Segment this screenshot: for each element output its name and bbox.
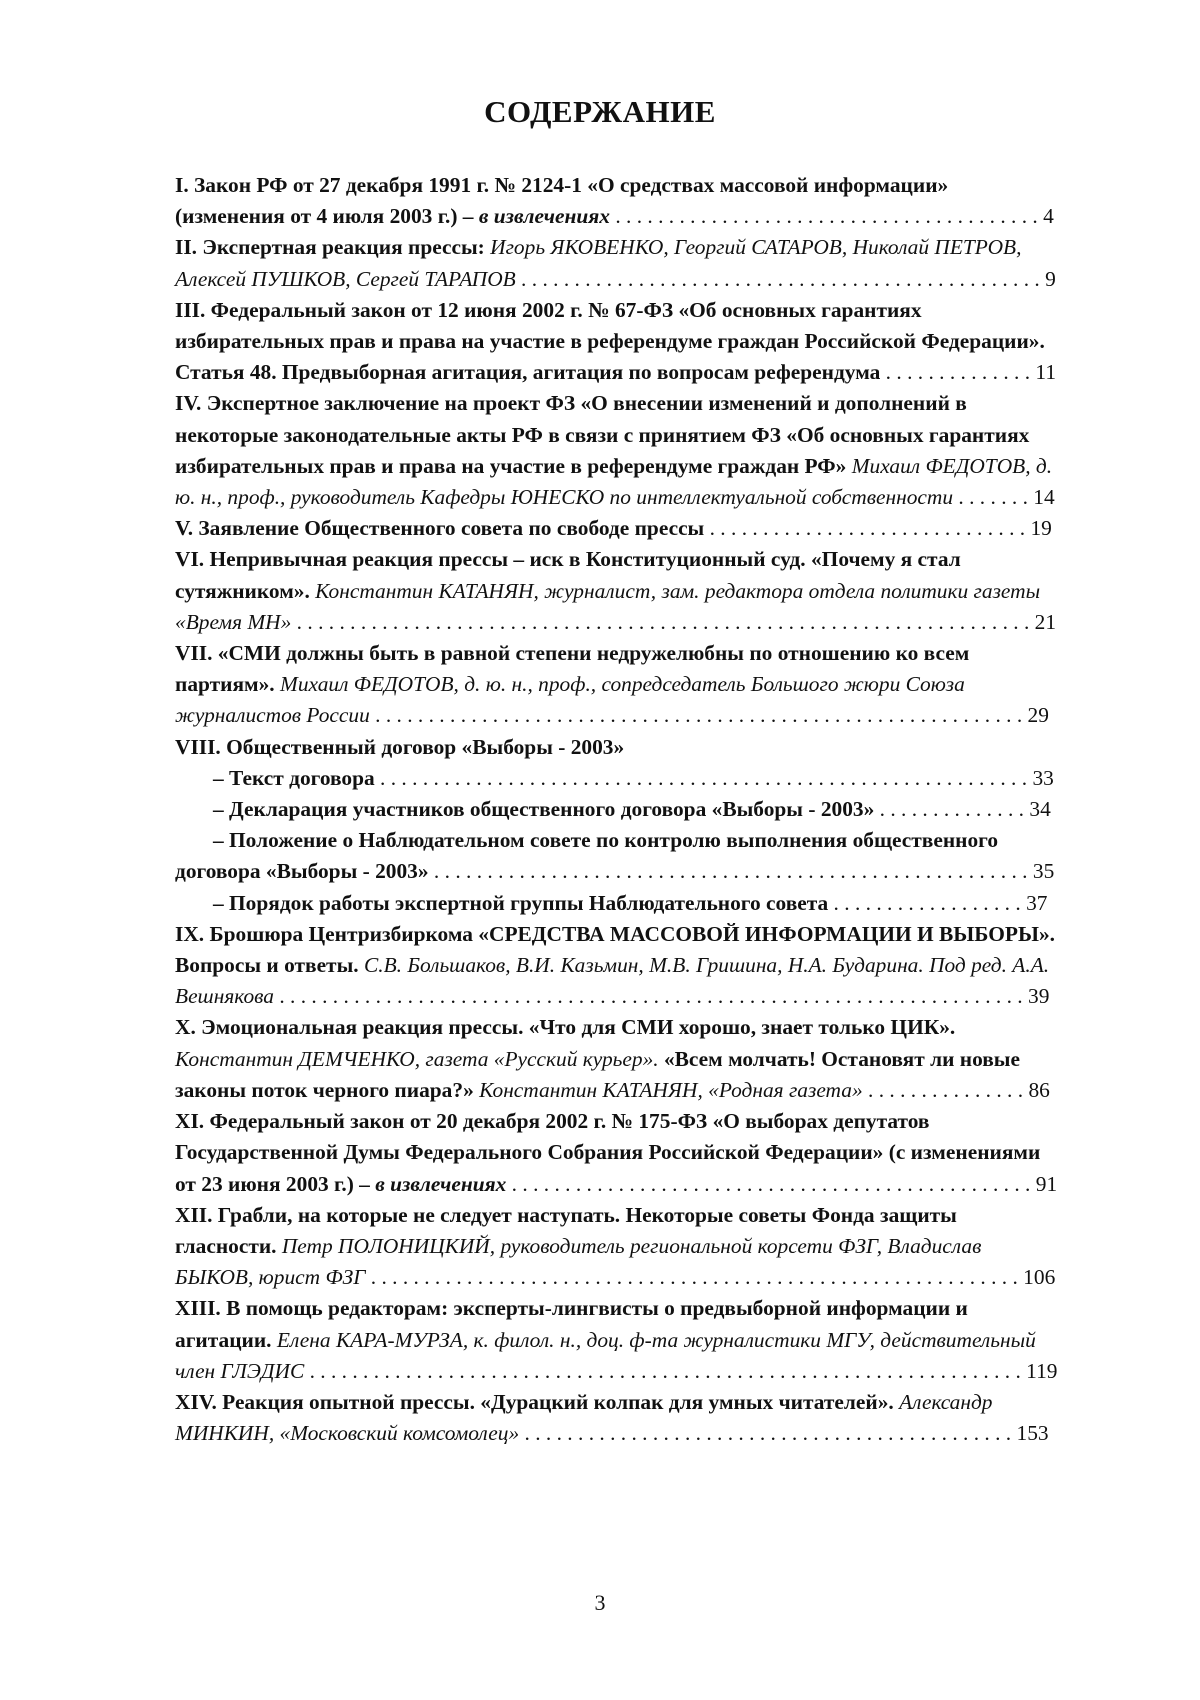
toc-entry [175,295,1058,389]
page-title: СОДЕРЖАНИЕ [484,94,716,129]
toc-leader-dots: . . . . . . . . . . . . . . . . . . . . . . . . . . . . . . . . . . . . . . . . . . . . . . . . . . . . . . . . . . . . . . . . . . . . . [291,609,1035,634]
toc-entry [175,170,1058,232]
toc-entry-page: 29 [1027,703,1049,728]
toc-entry-authors: Михаил ФЕДОТОВ, д. ю. н., проф., сопредседатель Большого жюри Союза журналистов России [175,672,965,728]
toc-entry-authors: Александр МИНКИН, «Московский комсомолец» [175,1389,993,1446]
toc-leader-dots: . . . . . . . . . . . . . . . . . . . . . . . . . . . . . . . . . . . . . . . . . . . . . . . . . [515,266,1046,291]
toc-entry-title: V. Заявление Общественного совета по свободе прессы [175,516,705,541]
toc-entry-authors: Константин ДЕМЧЕНКО, газета «Русский курьер». [175,1046,664,1071]
toc-entry [175,919,1058,1013]
toc-entry-page: 34 [1029,797,1051,822]
toc-leader-dots: . . . . . . . . . . . . . . [874,797,1030,822]
toc-entry-page: 106 [1023,1265,1056,1290]
toc-leader-dots: . . . . . . . . . . . . . . . . . . . . . . . . . . . . . . . . . . . . . . . . . . . . . . . . . . . . . . . . . . . . . . . . . . . . . . [273,984,1029,1009]
toc-entry-authors: Игорь ЯКОВЕНКО, Георгий САТАРОВ, Николай ПЕТРОВ, Алексей ПУШКОВ, Сергей ТАРАПОВ [175,235,1022,291]
toc-subentry [175,763,1058,794]
toc-leader-dots: . . . . . . . . . . . . . . . . . . . . . . . . . . . . . . . . . . . . . . . . . . . . . . . . . . . . . . . . [428,859,1033,884]
toc-entry [175,232,1058,294]
toc-entry-page: 86 [1028,1077,1050,1102]
toc-subentry [175,825,1058,887]
toc-leader-dots: . . . . . . . [953,485,1034,510]
toc-entry-title: I. Закон РФ от 27 декабря 1991 г. № 2124-1 «О средствах массовой информации» (изменения от 4 июля 2003 г.) – [175,173,949,229]
toc-entry-authors: в извлечениях [478,204,610,229]
toc-leader-dots: . . . . . . . . . . . . . . . . . . . . . . . . . . . . . . . . . . . . . . . . . . . . . . . . . . . . . . . . . . . . . [369,703,1028,728]
toc-entry [175,638,1058,732]
toc-entry-authors: Константин КАТАНЯН, журналист, зам. редактора отдела политики газеты «Время МН» [175,578,1041,634]
toc-entry [175,1106,1058,1200]
toc-entry-page: 153 [1016,1421,1049,1446]
toc-entry-title: «Всем молчать! Остановят ли новые законы поток черного пиара?» [175,1046,1020,1102]
table-of-contents [175,170,1058,1449]
toc-entry-authors: С.В. Большаков, В.И. Казьмин, М.В. Гришина, Н.А. Бударина. Под ред. А.А. Вешнякова [175,953,1050,1009]
toc-entry-page: 4 [1043,204,1054,229]
toc-subentry [175,794,1058,825]
toc-leader-dots: . . . . . . . . . . . . . . . . . . . . . . . . . . . . . . . . . . . . . . . . . . . . . . [519,1421,1017,1446]
toc-entry-title: XIV. Реакция опытной прессы. «Дурацкий колпак для умных читателей». [175,1389,900,1414]
toc-entry [175,1293,1058,1387]
toc-entry-page: 37 [1026,890,1048,915]
toc-entry [175,513,1058,544]
toc-entry-page: 21 [1034,609,1057,634]
toc-entry [175,1387,1058,1449]
toc-leader-dots: . . . . . . . . . . . . . . [880,360,1036,385]
toc-entry-page: 35 [1032,859,1055,884]
toc-entry-title: X. Эмоциональная реакция прессы. «Что для СМИ хорошо, знает только ЦИК». [175,1015,956,1040]
toc-entry-title: III. Федеральный закон от 12 июня 2002 г. № 67-ФЗ «Об основных гарантиях избирательных прав и права на участие в референдуме граждан Российской Федерации». Статья 48. Предвыборная агитация, агитация по вопросам референдума [175,297,1045,385]
toc-entry [175,388,1058,513]
toc-entry-authors: в извлечениях [375,1171,507,1196]
toc-entry-page: 91 [1035,1171,1058,1196]
toc-entry-title: – Порядок работы экспертной группы Наблюдательного совета [213,890,829,915]
toc-entry-authors: Михаил ФЕДОТОВ, д. ю. н., проф., руководитель Кафедры ЮНЕСКО по интеллектуальной собственности [175,453,1053,510]
toc-entry-title: VII. «СМИ должны быть в равной степени недружелюбны по отношению ко всем партиям». [175,641,970,697]
toc-leader-dots: . . . . . . . . . . . . . . . . . . . . . . . . . . . . . . . . . . . . . . . . . . . . . . . . . . . . . . . . . . . . . [374,765,1033,790]
toc-entry [175,544,1058,638]
toc-entry-title: – Декларация участников общественного договора «Выборы - 2003» [213,797,875,822]
toc-entry-title: VIII. Общественный договор «Выборы - 2003» [175,734,625,759]
toc-entry-title: – Положение о Наблюдательном совете по контролю выполнения общественного договора «Выборы - 2003» [175,828,999,884]
toc-entry-page: 19 [1030,516,1052,541]
toc-leader-dots: . . . . . . . . . . . . . . . . . . . . . . . . . . . . . . . . . . . . . . . . . . . . . . . . . [506,1171,1036,1196]
toc-leader-dots: . . . . . . . . . . . . . . . . . . . . . . . . . . . . . . [704,516,1031,541]
toc-leader-dots: . . . . . . . . . . . . . . . . . . . . . . . . . . . . . . . . . . . . . . . . [609,204,1044,229]
toc-entry-page: 11 [1035,360,1057,385]
toc-entry-page: 119 [1026,1358,1058,1383]
toc-leader-dots: . . . . . . . . . . . . . . . . . . [828,890,1027,915]
toc-entry-title: – Текст договора [213,765,375,790]
toc-entry-title: XII. Грабли, на которые не следует наступать. Некоторые советы Фонда защиты гласности. [175,1202,957,1258]
toc-entry-title: II. Экспертная реакция прессы: [175,235,491,260]
toc-entry [175,732,1058,763]
toc-leader-dots: . . . . . . . . . . . . . . . [862,1077,1029,1102]
toc-leader-dots: . . . . . . . . . . . . . . . . . . . . . . . . . . . . . . . . . . . . . . . . . . . . . . . . . . . . . . . . . . . . . [365,1265,1024,1290]
toc-entry-page: 9 [1045,266,1056,291]
toc-entry [175,1200,1058,1294]
toc-entry-title: IX. Брошюра Центризбиркома «СРЕДСТВА МАССОВОЙ ИНФОРМАЦИИ И ВЫБОРЫ». Вопросы и ответы. [175,921,1056,978]
page-number: 3 [594,1590,606,1615]
toc-entry-authors: Елена КАРА-МУРЗА, к. филол. н., доц. ф-та журналистики МГУ, действительный член ГЛЭДИС [175,1327,1036,1383]
toc-entry-authors: Петр ПОЛОНИЦКИЙ, руководитель региональной корсети ФЗГ, Владислав БЫКОВ, юрист ФЗГ [175,1233,982,1290]
toc-subentry [175,888,1058,919]
toc-entry-page: 39 [1028,984,1050,1009]
toc-entry-title: XIII. В помощь редакторам: эксперты-лингвисты о предвыборной информации и агитации. [175,1296,968,1352]
toc-entry-page: 33 [1032,765,1054,790]
toc-entry-title: VI. Непривычная реакция прессы – иск в Конституционный суд. «Почему я стал сутяжником». [175,547,961,603]
toc-entry-title: IV. Экспертное заключение на проект ФЗ «О внесении изменений и дополнений в некоторые законодательные акты РФ в связи с принятием ФЗ «Об основных гарантиях избирательных прав и права на участие в референдуме граждан РФ» [175,391,1030,478]
toc-leader-dots: . . . . . . . . . . . . . . . . . . . . . . . . . . . . . . . . . . . . . . . . . . . . . . . . . . . . . . . . . . . . . . . . . . . [304,1358,1027,1383]
toc-entry-title: XI. Федеральный закон от 20 декабря 2002 г. № 175-ФЗ «О выборах депутатов Государственной Думы Федерального Собрания Российской Федерации» (с изменениями от 23 июня 2003 г.) – [175,1109,1041,1196]
toc-entry-page: 14 [1033,485,1055,510]
toc-entry-authors: Константин КАТАНЯН, «Родная газета» [479,1077,863,1102]
toc-entry [175,1012,1058,1106]
